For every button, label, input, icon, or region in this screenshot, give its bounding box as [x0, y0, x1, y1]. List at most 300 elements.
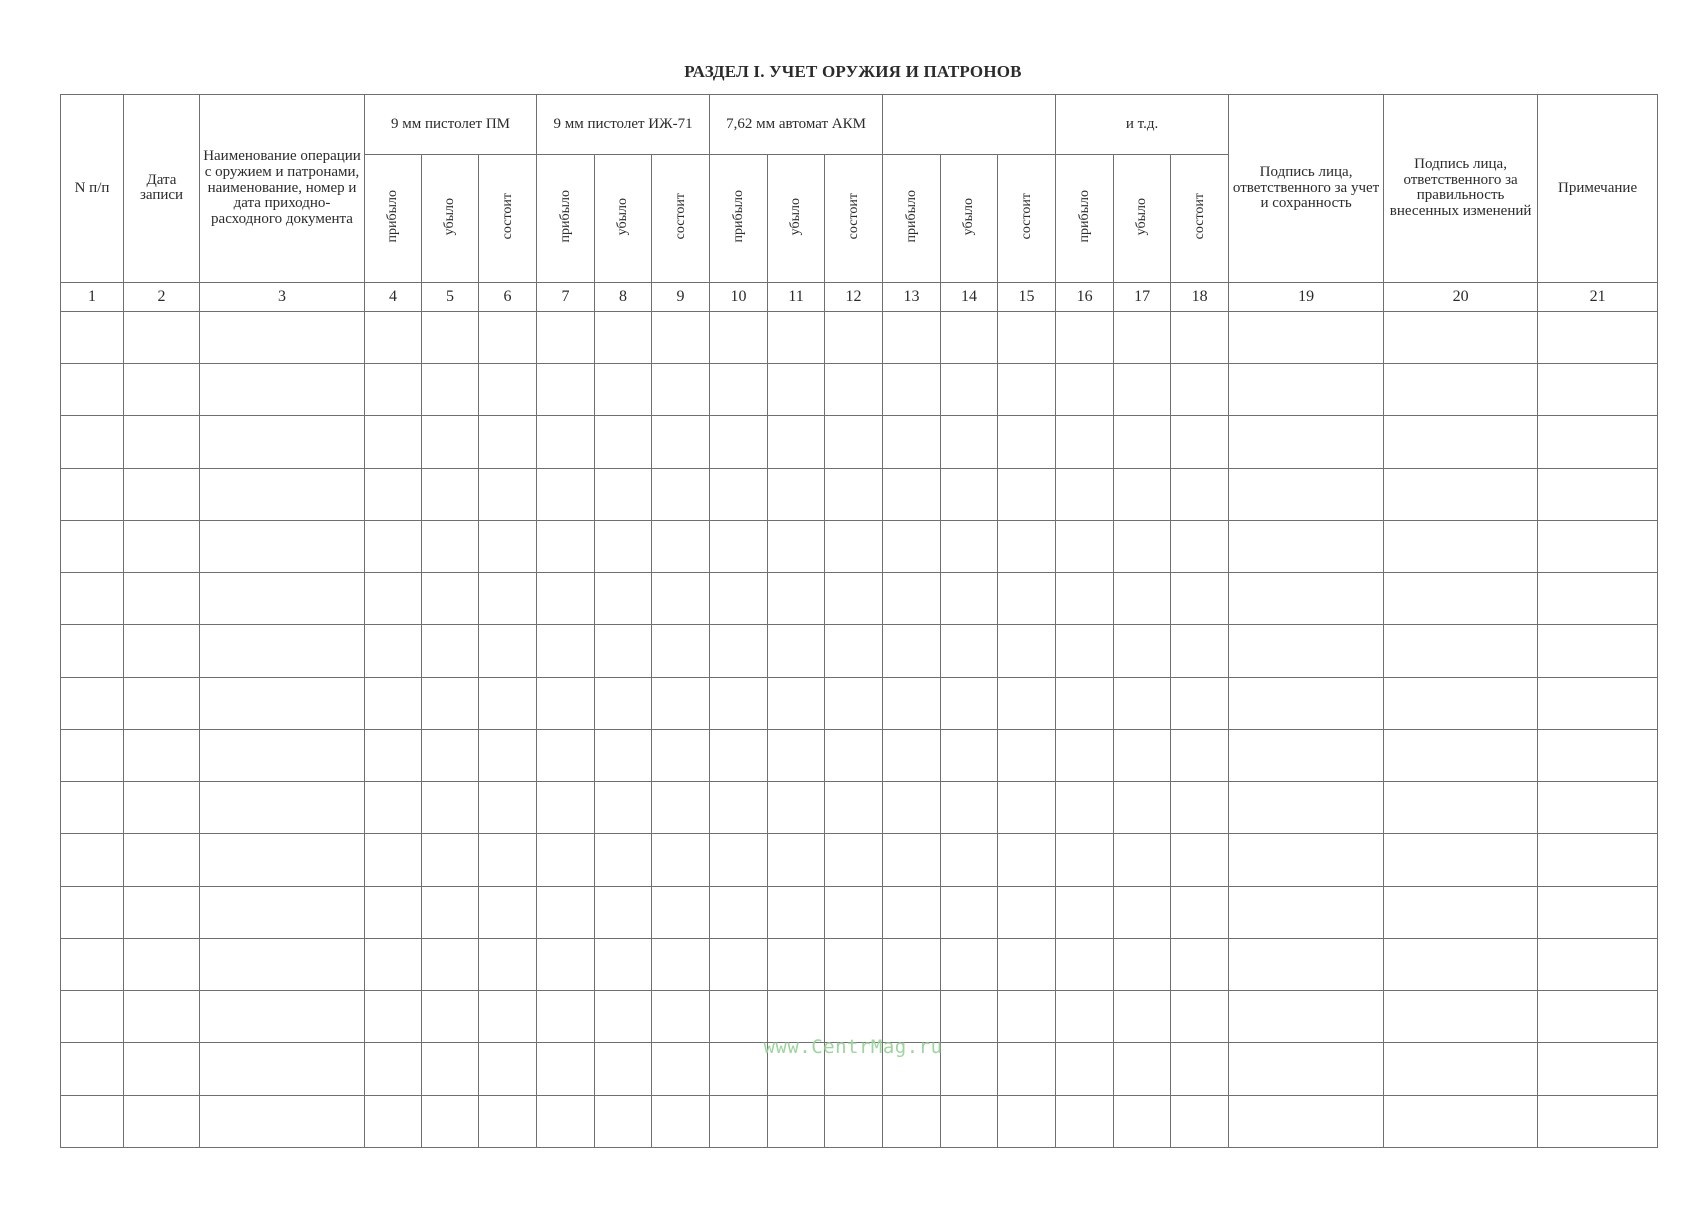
table-cell[interactable] [200, 677, 365, 729]
table-cell[interactable] [1114, 729, 1171, 781]
table-cell[interactable] [1171, 677, 1229, 729]
table-cell[interactable] [61, 364, 124, 416]
table-cell[interactable] [1538, 938, 1658, 990]
table-cell[interactable] [1056, 677, 1114, 729]
table-cell[interactable] [537, 991, 595, 1043]
table-cell[interactable] [124, 625, 200, 677]
table-cell[interactable] [124, 938, 200, 990]
table-cell[interactable] [710, 677, 768, 729]
table-cell[interactable] [941, 782, 998, 834]
table-cell[interactable] [595, 1095, 652, 1147]
table-cell[interactable] [595, 416, 652, 468]
table-cell[interactable] [768, 886, 825, 938]
table-cell[interactable] [998, 312, 1056, 364]
table-cell[interactable] [61, 991, 124, 1043]
table-cell[interactable] [479, 991, 537, 1043]
table-cell[interactable] [595, 520, 652, 572]
table-cell[interactable] [941, 520, 998, 572]
table-cell[interactable] [365, 729, 422, 781]
table-cell[interactable] [1171, 782, 1229, 834]
table-cell[interactable] [1114, 1095, 1171, 1147]
table-cell[interactable] [1171, 416, 1229, 468]
table-cell[interactable] [124, 834, 200, 886]
table-cell[interactable] [1229, 468, 1384, 520]
table-cell[interactable] [200, 416, 365, 468]
table-cell[interactable] [1229, 364, 1384, 416]
table-cell[interactable] [652, 468, 710, 520]
table-cell[interactable] [537, 625, 595, 677]
table-cell[interactable] [710, 625, 768, 677]
table-cell[interactable] [365, 938, 422, 990]
table-cell[interactable] [1538, 886, 1658, 938]
table-cell[interactable] [1229, 991, 1384, 1043]
table-cell[interactable] [124, 573, 200, 625]
table-cell[interactable] [652, 573, 710, 625]
table-cell[interactable] [883, 573, 941, 625]
table-cell[interactable] [1114, 416, 1171, 468]
table-cell[interactable] [768, 364, 825, 416]
table-cell[interactable] [768, 625, 825, 677]
table-cell[interactable] [998, 468, 1056, 520]
table-cell[interactable] [200, 834, 365, 886]
table-cell[interactable] [595, 729, 652, 781]
table-cell[interactable] [1056, 991, 1114, 1043]
table-cell[interactable] [998, 886, 1056, 938]
table-cell[interactable] [200, 729, 365, 781]
table-cell[interactable] [1114, 468, 1171, 520]
table-cell[interactable] [537, 468, 595, 520]
table-cell[interactable] [422, 364, 479, 416]
table-cell[interactable] [1056, 782, 1114, 834]
table-cell[interactable] [1229, 520, 1384, 572]
table-cell[interactable] [1538, 573, 1658, 625]
table-cell[interactable] [1384, 364, 1538, 416]
table-cell[interactable] [1538, 312, 1658, 364]
table-cell[interactable] [595, 312, 652, 364]
table-cell[interactable] [479, 520, 537, 572]
table-cell[interactable] [883, 364, 941, 416]
table-cell[interactable] [710, 573, 768, 625]
table-cell[interactable] [998, 364, 1056, 416]
table-cell[interactable] [1056, 468, 1114, 520]
table-cell[interactable] [61, 312, 124, 364]
table-cell[interactable] [479, 573, 537, 625]
table-cell[interactable] [710, 729, 768, 781]
table-cell[interactable] [1171, 312, 1229, 364]
table-cell[interactable] [1229, 729, 1384, 781]
table-cell[interactable] [479, 938, 537, 990]
table-cell[interactable] [1384, 991, 1538, 1043]
table-cell[interactable] [883, 625, 941, 677]
table-cell[interactable] [1056, 416, 1114, 468]
table-cell[interactable] [1229, 1095, 1384, 1147]
table-cell[interactable] [1538, 625, 1658, 677]
table-cell[interactable] [768, 312, 825, 364]
table-cell[interactable] [200, 938, 365, 990]
table-cell[interactable] [422, 991, 479, 1043]
table-cell[interactable] [365, 312, 422, 364]
table-cell[interactable] [825, 782, 883, 834]
table-cell[interactable] [941, 729, 998, 781]
table-cell[interactable] [61, 468, 124, 520]
table-cell[interactable] [941, 573, 998, 625]
table-cell[interactable] [1114, 991, 1171, 1043]
table-cell[interactable] [1384, 729, 1538, 781]
table-cell[interactable] [537, 677, 595, 729]
table-cell[interactable] [1384, 520, 1538, 572]
table-cell[interactable] [365, 886, 422, 938]
table-cell[interactable] [200, 468, 365, 520]
table-cell[interactable] [1056, 1095, 1114, 1147]
table-cell[interactable] [200, 1095, 365, 1147]
table-cell[interactable] [998, 782, 1056, 834]
table-cell[interactable] [1384, 677, 1538, 729]
table-cell[interactable] [883, 520, 941, 572]
table-cell[interactable] [200, 520, 365, 572]
table-cell[interactable] [825, 677, 883, 729]
table-cell[interactable] [1384, 625, 1538, 677]
table-cell[interactable] [422, 520, 479, 572]
table-cell[interactable] [710, 468, 768, 520]
table-cell[interactable] [200, 364, 365, 416]
table-cell[interactable] [1056, 834, 1114, 886]
table-cell[interactable] [124, 886, 200, 938]
table-cell[interactable] [61, 729, 124, 781]
table-cell[interactable] [710, 938, 768, 990]
table-cell[interactable] [941, 834, 998, 886]
table-cell[interactable] [1384, 1095, 1538, 1147]
table-cell[interactable] [479, 729, 537, 781]
table-cell[interactable] [883, 677, 941, 729]
table-cell[interactable] [1056, 364, 1114, 416]
table-cell[interactable] [124, 677, 200, 729]
table-cell[interactable] [479, 312, 537, 364]
table-cell[interactable] [1384, 886, 1538, 938]
table-cell[interactable] [1114, 782, 1171, 834]
table-cell[interactable] [595, 625, 652, 677]
table-cell[interactable] [1056, 886, 1114, 938]
table-cell[interactable] [365, 416, 422, 468]
table-cell[interactable] [422, 834, 479, 886]
table-cell[interactable] [710, 834, 768, 886]
table-cell[interactable] [1229, 312, 1384, 364]
table-cell[interactable] [941, 938, 998, 990]
table-cell[interactable] [124, 364, 200, 416]
table-cell[interactable] [652, 991, 710, 1043]
table-cell[interactable] [941, 416, 998, 468]
table-cell[interactable] [200, 886, 365, 938]
table-cell[interactable] [652, 625, 710, 677]
table-cell[interactable] [595, 834, 652, 886]
table-cell[interactable] [537, 573, 595, 625]
table-cell[interactable] [1229, 677, 1384, 729]
table-cell[interactable] [1056, 938, 1114, 990]
table-cell[interactable] [1229, 886, 1384, 938]
table-cell[interactable] [365, 468, 422, 520]
table-cell[interactable] [422, 573, 479, 625]
table-cell[interactable] [1229, 416, 1384, 468]
table-cell[interactable] [422, 886, 479, 938]
table-cell[interactable] [1171, 938, 1229, 990]
table-cell[interactable] [537, 782, 595, 834]
table-cell[interactable] [61, 886, 124, 938]
table-cell[interactable] [1171, 886, 1229, 938]
table-cell[interactable] [652, 729, 710, 781]
table-cell[interactable] [652, 364, 710, 416]
table-cell[interactable] [825, 468, 883, 520]
table-cell[interactable] [998, 991, 1056, 1043]
table-cell[interactable] [537, 416, 595, 468]
table-cell[interactable] [200, 991, 365, 1043]
table-cell[interactable] [710, 991, 768, 1043]
table-cell[interactable] [1384, 416, 1538, 468]
table-cell[interactable] [61, 782, 124, 834]
table-cell[interactable] [1056, 312, 1114, 364]
table-cell[interactable] [941, 364, 998, 416]
table-cell[interactable] [825, 573, 883, 625]
table-cell[interactable] [652, 834, 710, 886]
table-cell[interactable] [479, 364, 537, 416]
table-cell[interactable] [422, 625, 479, 677]
table-cell[interactable] [1171, 520, 1229, 572]
table-cell[interactable] [825, 520, 883, 572]
table-cell[interactable] [1538, 834, 1658, 886]
table-cell[interactable] [825, 991, 883, 1043]
table-cell[interactable] [825, 938, 883, 990]
table-cell[interactable] [710, 1095, 768, 1147]
table-cell[interactable] [422, 938, 479, 990]
table-cell[interactable] [998, 416, 1056, 468]
table-cell[interactable] [768, 573, 825, 625]
table-cell[interactable] [200, 625, 365, 677]
table-cell[interactable] [768, 468, 825, 520]
table-cell[interactable] [768, 1095, 825, 1147]
table-cell[interactable] [710, 416, 768, 468]
table-cell[interactable] [825, 729, 883, 781]
table-cell[interactable] [941, 886, 998, 938]
table-cell[interactable] [479, 1095, 537, 1147]
table-cell[interactable] [883, 782, 941, 834]
table-cell[interactable] [883, 468, 941, 520]
table-cell[interactable] [1114, 520, 1171, 572]
table-cell[interactable] [124, 1095, 200, 1147]
table-cell[interactable] [998, 573, 1056, 625]
table-cell[interactable] [595, 364, 652, 416]
table-cell[interactable] [537, 729, 595, 781]
table-cell[interactable] [1114, 886, 1171, 938]
table-cell[interactable] [1229, 782, 1384, 834]
table-cell[interactable] [883, 312, 941, 364]
table-cell[interactable] [537, 1095, 595, 1147]
table-cell[interactable] [479, 625, 537, 677]
table-cell[interactable] [998, 834, 1056, 886]
table-cell[interactable] [768, 729, 825, 781]
table-cell[interactable] [365, 520, 422, 572]
table-cell[interactable] [479, 468, 537, 520]
table-cell[interactable] [1114, 938, 1171, 990]
table-cell[interactable] [941, 468, 998, 520]
table-cell[interactable] [537, 938, 595, 990]
table-cell[interactable] [652, 677, 710, 729]
table-cell[interactable] [1171, 573, 1229, 625]
table-cell[interactable] [200, 312, 365, 364]
table-cell[interactable] [1538, 729, 1658, 781]
table-cell[interactable] [768, 416, 825, 468]
table-cell[interactable] [998, 677, 1056, 729]
table-cell[interactable] [422, 468, 479, 520]
table-cell[interactable] [1538, 677, 1658, 729]
table-cell[interactable] [61, 520, 124, 572]
table-cell[interactable] [941, 1095, 998, 1147]
table-cell[interactable] [1384, 834, 1538, 886]
table-cell[interactable] [998, 520, 1056, 572]
table-cell[interactable] [365, 677, 422, 729]
table-cell[interactable] [124, 782, 200, 834]
table-cell[interactable] [768, 991, 825, 1043]
table-cell[interactable] [883, 991, 941, 1043]
table-cell[interactable] [652, 1095, 710, 1147]
table-cell[interactable] [1114, 573, 1171, 625]
table-cell[interactable] [1384, 468, 1538, 520]
table-cell[interactable] [1056, 573, 1114, 625]
table-cell[interactable] [1384, 782, 1538, 834]
table-cell[interactable] [1171, 468, 1229, 520]
table-cell[interactable] [1229, 834, 1384, 886]
table-cell[interactable] [365, 782, 422, 834]
table-cell[interactable] [768, 938, 825, 990]
table-cell[interactable] [124, 468, 200, 520]
table-cell[interactable] [61, 573, 124, 625]
table-cell[interactable] [825, 1095, 883, 1147]
table-cell[interactable] [1384, 573, 1538, 625]
table-cell[interactable] [365, 573, 422, 625]
table-cell[interactable] [710, 520, 768, 572]
table-cell[interactable] [479, 416, 537, 468]
table-cell[interactable] [1538, 520, 1658, 572]
table-cell[interactable] [1229, 573, 1384, 625]
table-cell[interactable] [652, 520, 710, 572]
table-cell[interactable] [883, 416, 941, 468]
table-cell[interactable] [710, 886, 768, 938]
table-cell[interactable] [124, 312, 200, 364]
table-cell[interactable] [1384, 938, 1538, 990]
table-cell[interactable] [595, 677, 652, 729]
table-cell[interactable] [422, 1095, 479, 1147]
table-cell[interactable] [479, 834, 537, 886]
table-cell[interactable] [1538, 1095, 1658, 1147]
table-cell[interactable] [595, 991, 652, 1043]
table-cell[interactable] [595, 573, 652, 625]
table-cell[interactable] [883, 886, 941, 938]
table-cell[interactable] [1056, 520, 1114, 572]
table-cell[interactable] [883, 729, 941, 781]
table-cell[interactable] [1538, 991, 1658, 1043]
table-cell[interactable] [61, 416, 124, 468]
table-cell[interactable] [422, 312, 479, 364]
table-cell[interactable] [998, 938, 1056, 990]
table-cell[interactable] [883, 834, 941, 886]
table-cell[interactable] [422, 729, 479, 781]
table-cell[interactable] [595, 468, 652, 520]
table-cell[interactable] [1538, 782, 1658, 834]
table-cell[interactable] [1114, 834, 1171, 886]
table-cell[interactable] [1056, 729, 1114, 781]
table-cell[interactable] [124, 416, 200, 468]
table-cell[interactable] [479, 886, 537, 938]
table-cell[interactable] [422, 677, 479, 729]
table-cell[interactable] [124, 520, 200, 572]
table-cell[interactable] [537, 520, 595, 572]
table-cell[interactable] [1538, 364, 1658, 416]
table-cell[interactable] [998, 729, 1056, 781]
table-cell[interactable] [941, 625, 998, 677]
table-cell[interactable] [1171, 991, 1229, 1043]
table-cell[interactable] [1171, 729, 1229, 781]
table-cell[interactable] [710, 312, 768, 364]
table-cell[interactable] [1171, 364, 1229, 416]
table-cell[interactable] [825, 364, 883, 416]
table-cell[interactable] [61, 625, 124, 677]
table-cell[interactable] [710, 782, 768, 834]
table-cell[interactable] [595, 782, 652, 834]
table-cell[interactable] [1229, 938, 1384, 990]
table-cell[interactable] [124, 991, 200, 1043]
table-cell[interactable] [825, 312, 883, 364]
table-cell[interactable] [941, 677, 998, 729]
table-cell[interactable] [768, 834, 825, 886]
table-cell[interactable] [365, 625, 422, 677]
table-cell[interactable] [365, 364, 422, 416]
table-cell[interactable] [595, 886, 652, 938]
table-cell[interactable] [1538, 416, 1658, 468]
table-cell[interactable] [998, 1095, 1056, 1147]
table-cell[interactable] [200, 573, 365, 625]
table-cell[interactable] [61, 834, 124, 886]
table-cell[interactable] [1114, 364, 1171, 416]
table-cell[interactable] [941, 312, 998, 364]
table-cell[interactable] [537, 886, 595, 938]
table-cell[interactable] [1114, 677, 1171, 729]
table-cell[interactable] [825, 625, 883, 677]
table-cell[interactable] [365, 991, 422, 1043]
table-cell[interactable] [652, 312, 710, 364]
table-cell[interactable] [883, 1095, 941, 1147]
table-cell[interactable] [1384, 312, 1538, 364]
table-cell[interactable] [422, 782, 479, 834]
table-cell[interactable] [768, 782, 825, 834]
table-cell[interactable] [1114, 312, 1171, 364]
table-cell[interactable] [595, 938, 652, 990]
table-cell[interactable] [365, 1095, 422, 1147]
table-cell[interactable] [61, 938, 124, 990]
table-cell[interactable] [124, 729, 200, 781]
table-cell[interactable] [537, 312, 595, 364]
table-cell[interactable] [652, 782, 710, 834]
table-cell[interactable] [768, 520, 825, 572]
table-cell[interactable] [61, 677, 124, 729]
table-cell[interactable] [479, 782, 537, 834]
table-cell[interactable] [652, 886, 710, 938]
table-cell[interactable] [710, 364, 768, 416]
table-cell[interactable] [200, 782, 365, 834]
table-cell[interactable] [537, 364, 595, 416]
table-cell[interactable] [1114, 625, 1171, 677]
table-cell[interactable] [1171, 834, 1229, 886]
table-cell[interactable] [422, 416, 479, 468]
table-cell[interactable] [998, 625, 1056, 677]
table-cell[interactable] [1171, 625, 1229, 677]
table-cell[interactable] [883, 938, 941, 990]
